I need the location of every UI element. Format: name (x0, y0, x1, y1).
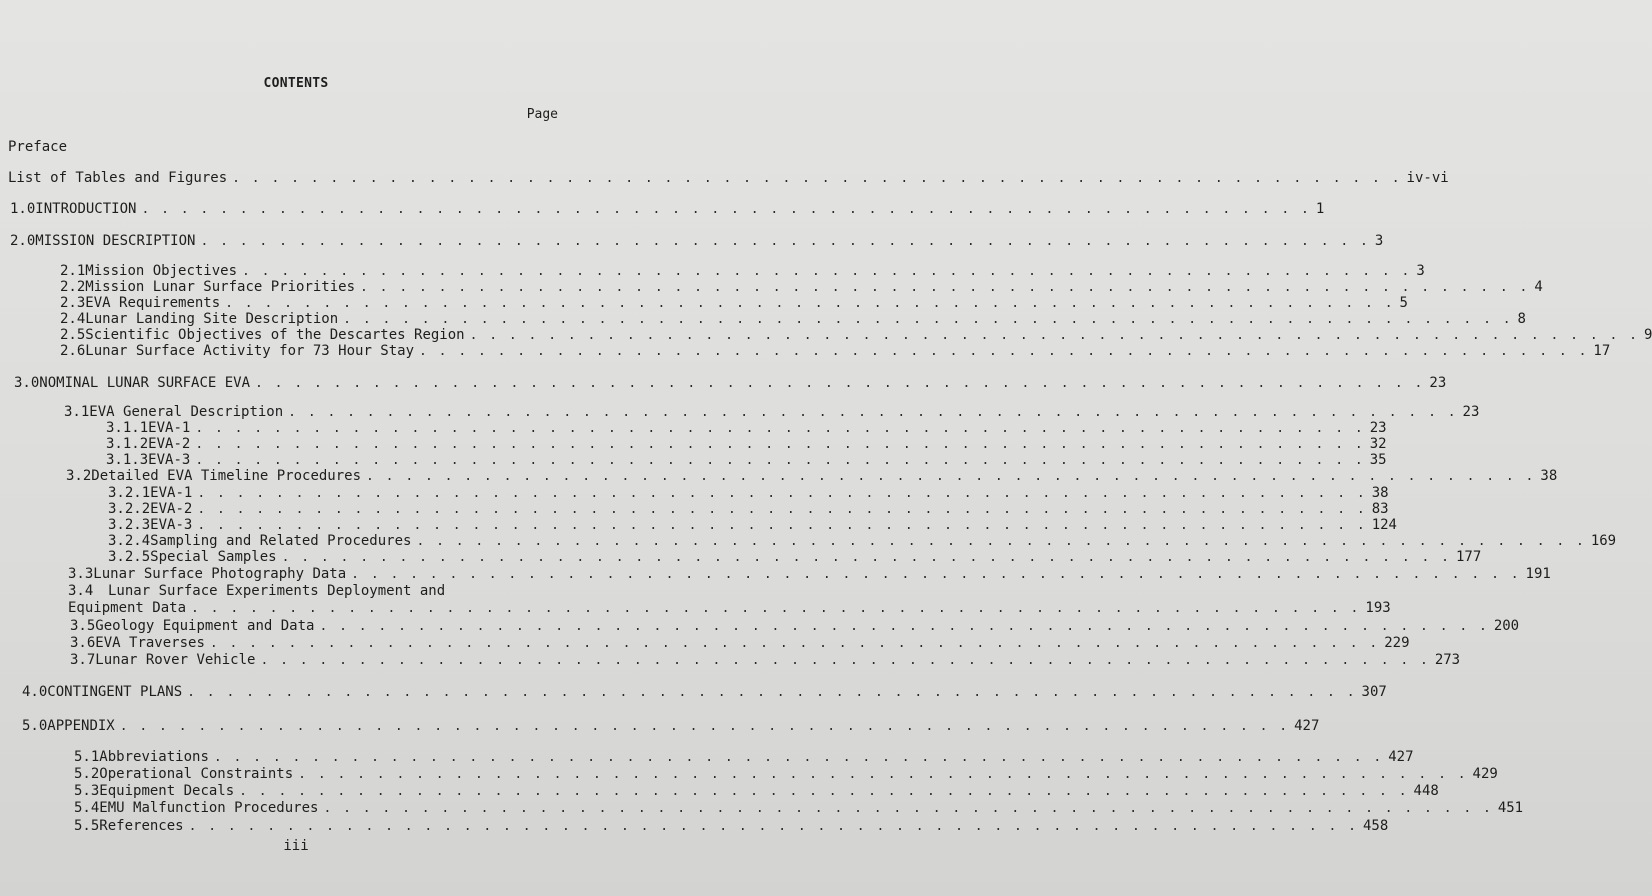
toc-page: 9 (1643, 327, 1652, 343)
toc-label: List of Tables and Figures (8, 170, 228, 186)
toc-label: Lunar Surface Activity for 73 Hour Stay (85, 343, 415, 359)
toc-label: EVA General Description (89, 404, 284, 420)
toc-page: 427 (1388, 749, 1414, 765)
leader-dots: . . . . . . . . . . . . . . . . . . . . . . . . . . . . . . . . . . . . . . . . . . . . . . . . . . . . . . . . . . . . (188, 819, 1358, 834)
toc-entry (74, 800, 1524, 818)
leader-dots: . . . . . . . . . . . . . . . . . . . . . . . . . . . . . . . . . . . . . . . . . . . . . . . . . . . . . . . . . . . . (197, 518, 1367, 533)
toc-number: 3.2.4 (108, 533, 151, 549)
leader-dots: . . . . . . . . . . . . . . . . . . . . . . . . . . . . . . . . . . . . . . . . . . . . . . . . . . . . . . . . . . . . (195, 421, 1365, 436)
toc-number: 2.5 (60, 327, 86, 343)
toc-label: Mission Objectives (85, 263, 238, 279)
toc-entry (74, 766, 1498, 784)
toc-page: 17 (1593, 343, 1611, 359)
toc-number: 2.6 (60, 343, 86, 359)
toc-label: Lunar Landing Site Description (85, 311, 339, 327)
toc-number: 2.4 (60, 311, 86, 327)
leader-dots: . . . . . . . . . . . . . . . . . . . . . . . . . . . . . . . . . . . . . . . . . . . . . . . . . . . . . . . . . . . . (416, 534, 1586, 549)
toc-page: 273 (1434, 652, 1461, 668)
toc-page: 3 (1374, 233, 1384, 249)
toc-label: Mission Lunar Surface Priorities (85, 279, 356, 295)
toc-entry (108, 549, 1482, 567)
toc-label: Preface (8, 139, 68, 155)
toc-page: 83 (1371, 501, 1389, 517)
toc-page: 5 (1399, 295, 1408, 311)
leader-dots: . . . . . . . . . . . . . . . . . . . . . . . . . . . . . . . . . . . . . . . . . . . . . . . . . . . . . . . . . . . . (119, 719, 1290, 734)
leader-dots: . . . . . . . . . . . . . . . . . . . . . . . . . . . . . . . . . . . . . . . . . . . . . . . . . . . . . . . . . . . . (141, 202, 1311, 217)
toc-page: iv-vi (1406, 170, 1449, 186)
toc-page: 23 (1462, 404, 1480, 420)
leader-dots: . . . . . . . . . . . . . . . . . . . . . . . . . . . . . . . . . . . . . . . . . . . . . . . . . . . . . . . . . . . . (366, 469, 1536, 484)
leader-dots: . . . . . . . . . . . . . . . . . . . . . . . . . . . . . . . . . . . . . . . . . . . . . . . . . . . . . . . . . . . . (319, 619, 1489, 634)
toc-page: 32 (1369, 436, 1387, 452)
toc-page: 191 (1525, 566, 1551, 582)
toc-number: 3.2.1 (108, 485, 151, 501)
toc-entry (70, 652, 1461, 670)
toc-number: 3.2 (66, 468, 92, 484)
toc-label: INTRODUCTION (35, 201, 137, 217)
toc-page: 427 (1294, 718, 1320, 734)
toc-label: Equipment Decals (99, 783, 235, 799)
leader-dots: . . . . . . . . . . . . . . . . . . . . . . . . . . . . . . . . . . . . . . . . . . . . . . . . . . . . . . . . . . . . (197, 502, 1367, 517)
leader-dots: . . . . . . . . . . . . . . . . . . . . . . . . . . . . . . . . . . . . . . . . . . . . . . . . . . . . . . . . . . . . (288, 405, 1458, 420)
toc-number: 3.1.1 (106, 420, 149, 436)
toc-label: Detailed EVA Timeline Procedures (91, 468, 362, 484)
leader-dots: . . . . . . . . . . . . . . . . . . . . . . . . . . . . . . . . . . . . . . . . . . . . . . . . . . . . . . . . . . . . (323, 801, 1493, 816)
toc-page: 429 (1472, 766, 1498, 782)
toc-page: 3 (1416, 263, 1425, 279)
toc-label: APPENDIX (47, 718, 115, 734)
toc-number: 3.2.5 (108, 549, 151, 565)
toc-page: 38 (1371, 485, 1389, 501)
toc-number: 3.2.2 (108, 501, 151, 517)
toc-entry (74, 783, 1439, 801)
toc-entry (74, 818, 1389, 836)
toc-page: 458 (1362, 818, 1389, 834)
toc-entry (8, 170, 1449, 188)
toc-page: 8 (1517, 311, 1526, 327)
toc-page: 124 (1371, 517, 1397, 533)
toc-page: 4 (1534, 279, 1543, 295)
toc-entry (60, 343, 1611, 361)
toc-label: EVA Traverses (95, 635, 205, 651)
toc-number: 3.0 (14, 375, 40, 391)
toc-page: 35 (1369, 452, 1387, 468)
toc-label: EVA-1 (148, 420, 191, 436)
toc-label: Lunar Surface Photography Data (93, 566, 347, 582)
leader-dots: . . . . . . . . . . . . . . . . . . . . . . . . . . . . . . . . . . . . . . . . . . . . . . . . . . . . . . . . . . . . (195, 437, 1365, 452)
toc-label: Geology Equipment and Data (95, 618, 315, 634)
toc-entry (68, 566, 1551, 584)
toc-page: 23 (1429, 375, 1447, 391)
toc-label: References (99, 818, 184, 834)
leader-dots: . . . . . . . . . . . . . . . . . . . . . . . . . . . . . . . . . . . . . . . . . . . . . . . . . . . . . . . . . . . . (255, 376, 1425, 391)
toc-label: MISSION DESCRIPTION (35, 233, 196, 249)
toc-number: 2.0 (10, 233, 36, 249)
toc-number: 3.1.2 (106, 436, 149, 452)
leader-dots: . . . . . . . . . . . . . . . . . . . . . . . . . . . . . . . . . . . . . . . . . . . . . . . . . . . . . . . . . . . . (191, 601, 1361, 616)
toc-label: Sampling and Related Procedures (150, 533, 412, 549)
toc-page: 169 (1590, 533, 1617, 549)
leader-dots: . . . . . . . . . . . . . . . . . . . . . . . . . . . . . . . . . . . . . . . . . . . . . . . . . . . . . . . . . . . . (351, 567, 1521, 582)
toc-label: Equipment Data (68, 600, 187, 616)
leader-dots: . . . . . . . . . . . . . . . . . . . . . . . . . . . . . . . . . . . . . . . . . . . . . . . . . . . . . . . . . . . . (281, 550, 1451, 565)
toc-entry (10, 201, 1325, 219)
leader-dots: . . . . . . . . . . . . . . . . . . . . . . . . . . . . . . . . . . . . . . . . . . . . . . . . . . . . . . . . . . . . (232, 171, 1402, 186)
toc-number: 3.1.3 (106, 452, 149, 468)
toc-label: EVA-3 (148, 452, 191, 468)
toc-page: 448 (1413, 783, 1439, 799)
toc-entry (14, 375, 1447, 393)
toc-label: EVA Requirements (85, 295, 221, 311)
toc-page: 193 (1365, 600, 1391, 616)
toc-entry (22, 684, 1387, 702)
toc-number: 5.5 (74, 818, 100, 834)
leader-dots: . . . . . . . . . . . . . . . . . . . . . . . . . . . . . . . . . . . . . . . . . . . . . . . . . . . . . . . . . . . . (298, 767, 1468, 782)
page-number: iii (283, 838, 309, 854)
toc-number: 3.5 (70, 618, 96, 634)
toc-entry (68, 583, 564, 601)
leader-dots: . . . . . . . . . . . . . . . . . . . . . . . . . . . . . . . . . . . . . . . . . . . . . . . . . . . . . . . . . . . . (360, 280, 1530, 295)
leader-dots: . . . . . . . . . . . . . . . . . . . . . . . . . . . . . . . . . . . . . . . . . . . . . . . . . . . . . . . . . . . . (242, 264, 1412, 279)
toc-number: 5.2 (74, 766, 100, 782)
toc-number: 3.4 (68, 583, 94, 599)
toc-number: 5.0 (22, 718, 48, 734)
toc-label: EVA-2 (148, 436, 191, 452)
toc-page: 200 (1493, 618, 1520, 634)
toc-number: 3.1 (64, 404, 90, 420)
toc-number: 5.1 (74, 749, 100, 765)
toc-number: 4.0 (22, 684, 48, 700)
toc-number: 2.1 (60, 263, 86, 279)
toc-page: 307 (1361, 684, 1387, 700)
leader-dots: . . . . . . . . . . . . . . . . . . . . . . . . . . . . . . . . . . . . . . . . . . . . . . . . . . . . . . . . . . . . (209, 636, 1380, 651)
toc-page: 1 (1315, 201, 1325, 217)
leader-dots: . . . . . . . . . . . . . . . . . . . . . . . . . . . . . . . . . . . . . . . . . . . . . . . . . . . . . . . . . . . . (419, 344, 1589, 359)
toc-label: CONTINGENT PLANS (47, 684, 183, 700)
toc-label: Special Samples (150, 549, 277, 565)
toc-label: Operational Constraints (99, 766, 294, 782)
toc-entry (70, 618, 1520, 636)
toc-entry (70, 635, 1410, 653)
leader-dots: . . . . . . . . . . . . . . . . . . . . . . . . . . . . . . . . . . . . . . . . . . . . . . . . . . . . . . . . . . . . (260, 653, 1430, 668)
toc-page: 177 (1455, 549, 1482, 565)
toc-entry (66, 468, 1558, 486)
toc-number: 2.3 (60, 295, 86, 311)
toc-label: Abbreviations (99, 749, 209, 765)
toc-entry (22, 718, 1320, 736)
toc-label: Lunar Rover Vehicle (95, 652, 256, 668)
leader-dots: . . . . . . . . . . . . . . . . . . . . . . . . . . . . . . . . . . . . . . . . . . . . . . . . . . . . . . . . . . . . (239, 784, 1409, 799)
leader-dots: . . . . . . . . . . . . . . . . . . . . . . . . . . . . . . . . . . . . . . . . . . . . . . . . . . . . . . . . . . . . (343, 312, 1513, 327)
toc-label: EVA-3 (150, 517, 193, 533)
leader-dots: . . . . . . . . . . . . . . . . . . . . . . . . . . . . . . . . . . . . . . . . . . . . . . . . . . . . . . . . . . . . (197, 486, 1367, 501)
toc-label: Lunar Surface Experiments Deployment and (108, 583, 446, 599)
toc-number: 5.4 (74, 800, 100, 816)
toc-entry (10, 233, 1384, 251)
toc-number: 3.3 (68, 566, 94, 582)
toc-entry (8, 139, 558, 157)
toc-number: 1.0 (10, 201, 36, 217)
toc-page: 23 (1369, 420, 1387, 436)
toc-label: EVA-1 (150, 485, 193, 501)
toc-entry (68, 600, 1391, 618)
toc-number: 3.2.3 (108, 517, 151, 533)
toc-page: 38 (1540, 468, 1558, 484)
toc-page: 229 (1384, 635, 1410, 651)
page-column-header: Page (526, 107, 558, 122)
toc-label: NOMINAL LUNAR SURFACE EVA (39, 375, 251, 391)
leader-dots: . . . . . . . . . . . . . . . . . . . . . . . . . . . . . . . . . . . . . . . . . . . . . . . . . . . . . . . . . . . . (213, 750, 1384, 765)
toc-label: EVA-2 (150, 501, 193, 517)
page-title: CONTENTS (263, 76, 329, 91)
leader-dots: . . . . . . . . . . . . . . . . . . . . . . . . . . . . . . . . . . . . . . . . . . . . . . . . . . . . . . . . . . . . (200, 234, 1370, 249)
toc-page: 451 (1497, 800, 1524, 816)
toc-number: 3.6 (70, 635, 96, 651)
toc-entry (74, 749, 1414, 767)
toc-number: 2.2 (60, 279, 86, 295)
toc-number: 5.3 (74, 783, 100, 799)
leader-dots: . . . . . . . . . . . . . . . . . . . . . . . . . . . . . . . . . . . . . . . . . . . . . . . . . . . . . . . . . . . . (469, 328, 1639, 343)
leader-dots: . . . . . . . . . . . . . . . . . . . . . . . . . . . . . . . . . . . . . . . . . . . . . . . . . . . . . . . . . . . . (195, 453, 1365, 468)
leader-dots: . . . . . . . . . . . . . . . . . . . . . . . . . . . . . . . . . . . . . . . . . . . . . . . . . . . . . . . . . . . . (187, 685, 1357, 700)
toc-label: Scientific Objectives of the Descartes Region (85, 327, 465, 343)
toc-number: 3.7 (70, 652, 96, 668)
leader-dots: . . . . . . . . . . . . . . . . . . . . . . . . . . . . . . . . . . . . . . . . . . . . . . . . . . . . . . . . . . . . (225, 296, 1395, 311)
toc-label: EMU Malfunction Procedures (99, 800, 319, 816)
